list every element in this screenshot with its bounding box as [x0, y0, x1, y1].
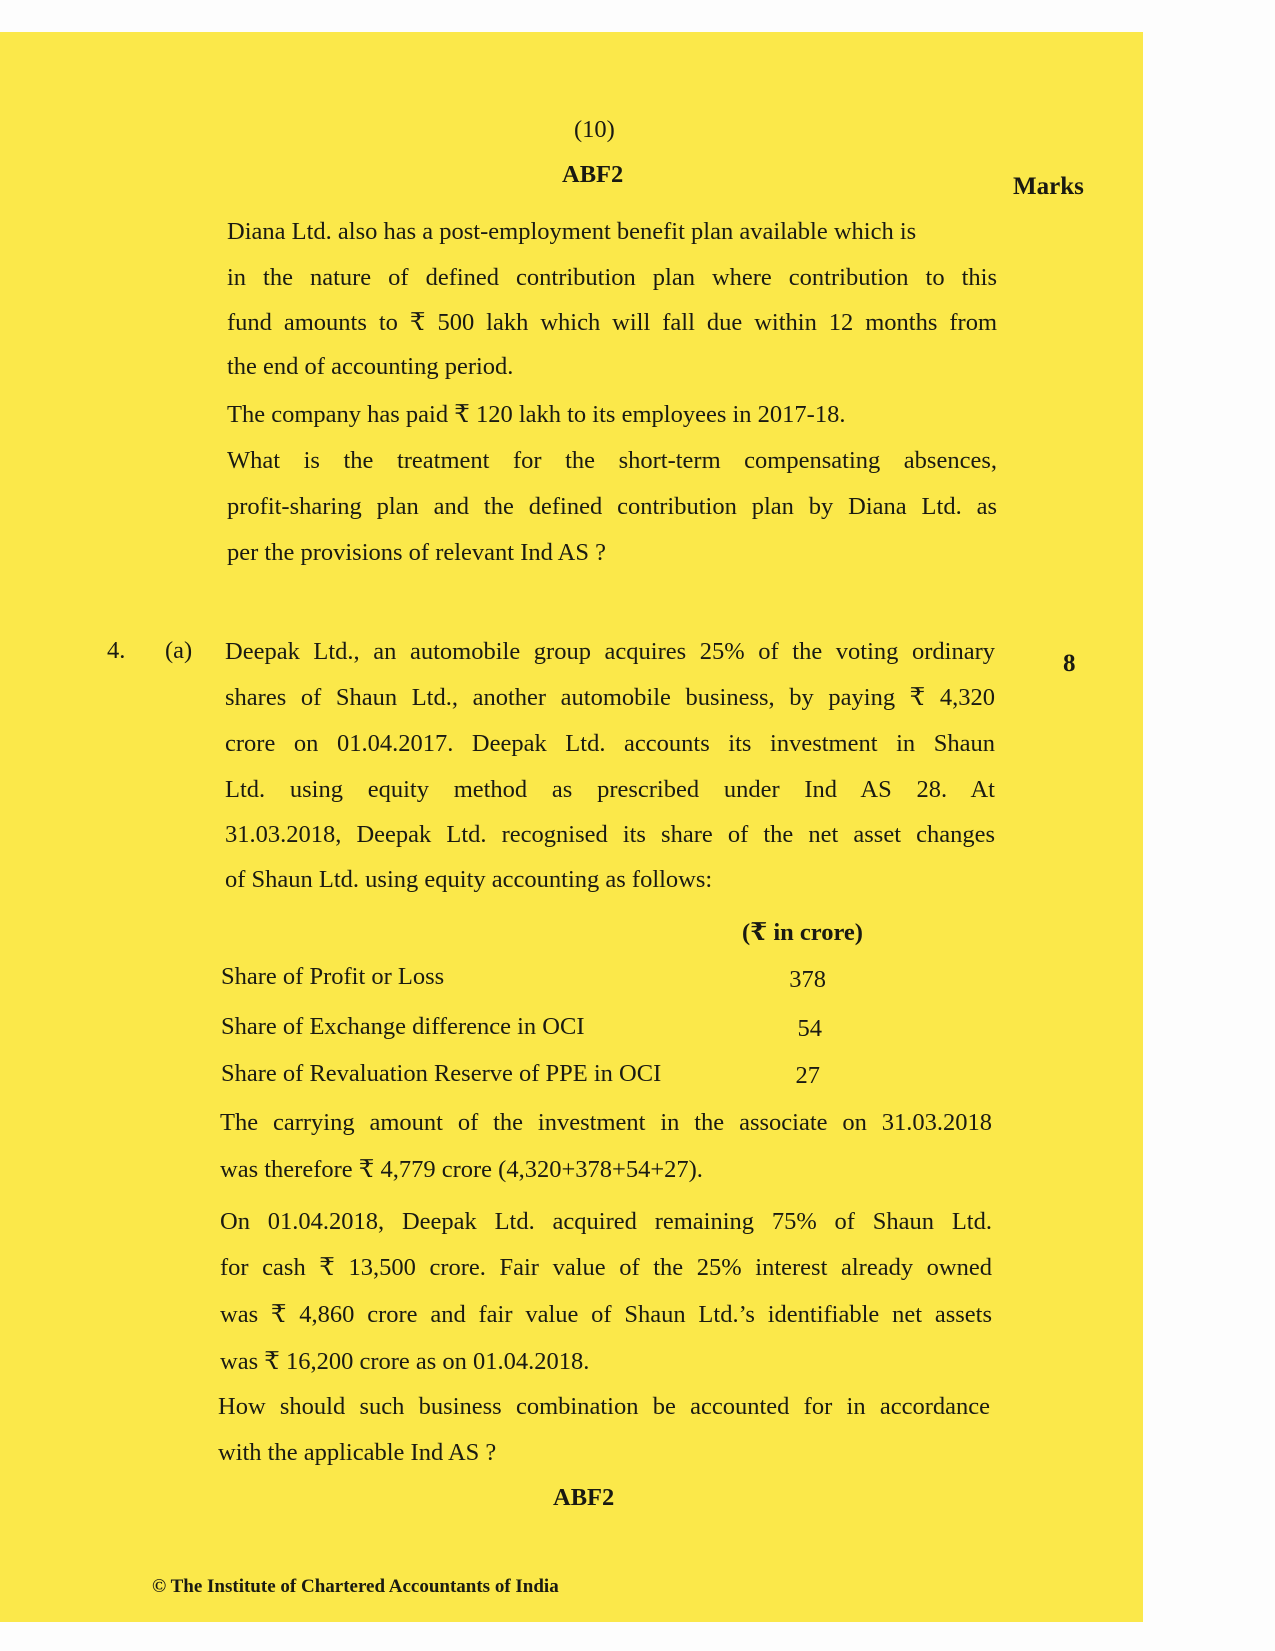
diana-question-line-3: per the provisions of relevant Ind AS ? — [227, 539, 606, 566]
table-unit-header: (₹ in crore) — [742, 919, 863, 946]
copyright-notice: © The Institute of Chartered Accountants of India — [152, 1576, 559, 1597]
paper-code-header: ABF2 — [562, 161, 624, 188]
q4-intro-line-4: Ltd. using equity method as prescribed under Ind AS 28. At — [225, 776, 995, 803]
diana-paid-line: The company has paid ₹ 120 lakh to its employees in 2017-18. — [227, 401, 846, 428]
q4-intro-line-2: shares of Shaun Ltd., another automobile business, by paying ₹ 4,320 — [225, 684, 995, 711]
diana-question-line-2: profit-sharing plan and the defined contribution plan by Diana Ltd. as — [227, 493, 997, 520]
acquisition-line-4: was ₹ 16,200 crore as on 01.04.2018. — [220, 1348, 590, 1375]
acquisition-line-3: was ₹ 4,860 crore and fair value of Shaun Ltd.’s identifiable net assets — [220, 1301, 992, 1328]
table-row-value: 54 — [797, 1015, 822, 1042]
table-row-label: Share of Exchange difference in OCI — [221, 1013, 585, 1040]
question-part: (a) — [165, 637, 193, 664]
q4-intro-line-3: crore on 01.04.2017. Deepak Ltd. accounts its investment in Shaun — [225, 730, 995, 757]
carrying-line-1: The carrying amount of the investment in the associate on 31.03.2018 — [220, 1109, 992, 1136]
diana-line-4: the end of accounting period. — [227, 353, 514, 380]
q4-intro-line-5: 31.03.2018, Deepak Ltd. recognised its share of the net asset changes — [225, 821, 995, 848]
table-row-value: 378 — [789, 966, 826, 993]
table-row-label: Share of Profit or Loss — [221, 963, 445, 990]
diana-line-1: Diana Ltd. also has a post-employment benefit plan available which is — [227, 218, 917, 245]
q4-question-line-1: How should such business combination be accounted for in accordance — [218, 1393, 990, 1420]
q4-intro-line-1: Deepak Ltd., an automobile group acquires 25% of the voting ordinary — [225, 638, 995, 665]
page-number: (10) — [574, 116, 615, 143]
table-row-value: 27 — [795, 1062, 820, 1089]
q4-question-line-2: with the applicable Ind AS ? — [218, 1439, 497, 1466]
diana-line-3: fund amounts to ₹ 500 lakh which will fall due within 12 months from — [227, 309, 997, 336]
diana-line-2: in the nature of defined contribution plan where contribution to this — [227, 264, 997, 291]
carrying-line-2: was therefore ₹ 4,779 crore (4,320+378+54+27). — [220, 1156, 703, 1183]
table-row-label: Share of Revaluation Reserve of PPE in OCI — [221, 1060, 662, 1087]
marks-heading: Marks — [1013, 173, 1084, 200]
diana-question-line-1: What is the treatment for the short-term compensating absences, — [227, 447, 997, 474]
question-marks: 8 — [1063, 650, 1076, 677]
q4-intro-line-6: of Shaun Ltd. using equity accounting as follows: — [225, 866, 713, 893]
paper-code-footer: ABF2 — [553, 1484, 615, 1511]
acquisition-line-2: for cash ₹ 13,500 crore. Fair value of the 25% interest already owned — [220, 1254, 992, 1281]
question-number: 4. — [107, 637, 126, 664]
acquisition-line-1: On 01.04.2018, Deepak Ltd. acquired remaining 75% of Shaun Ltd. — [220, 1208, 992, 1235]
